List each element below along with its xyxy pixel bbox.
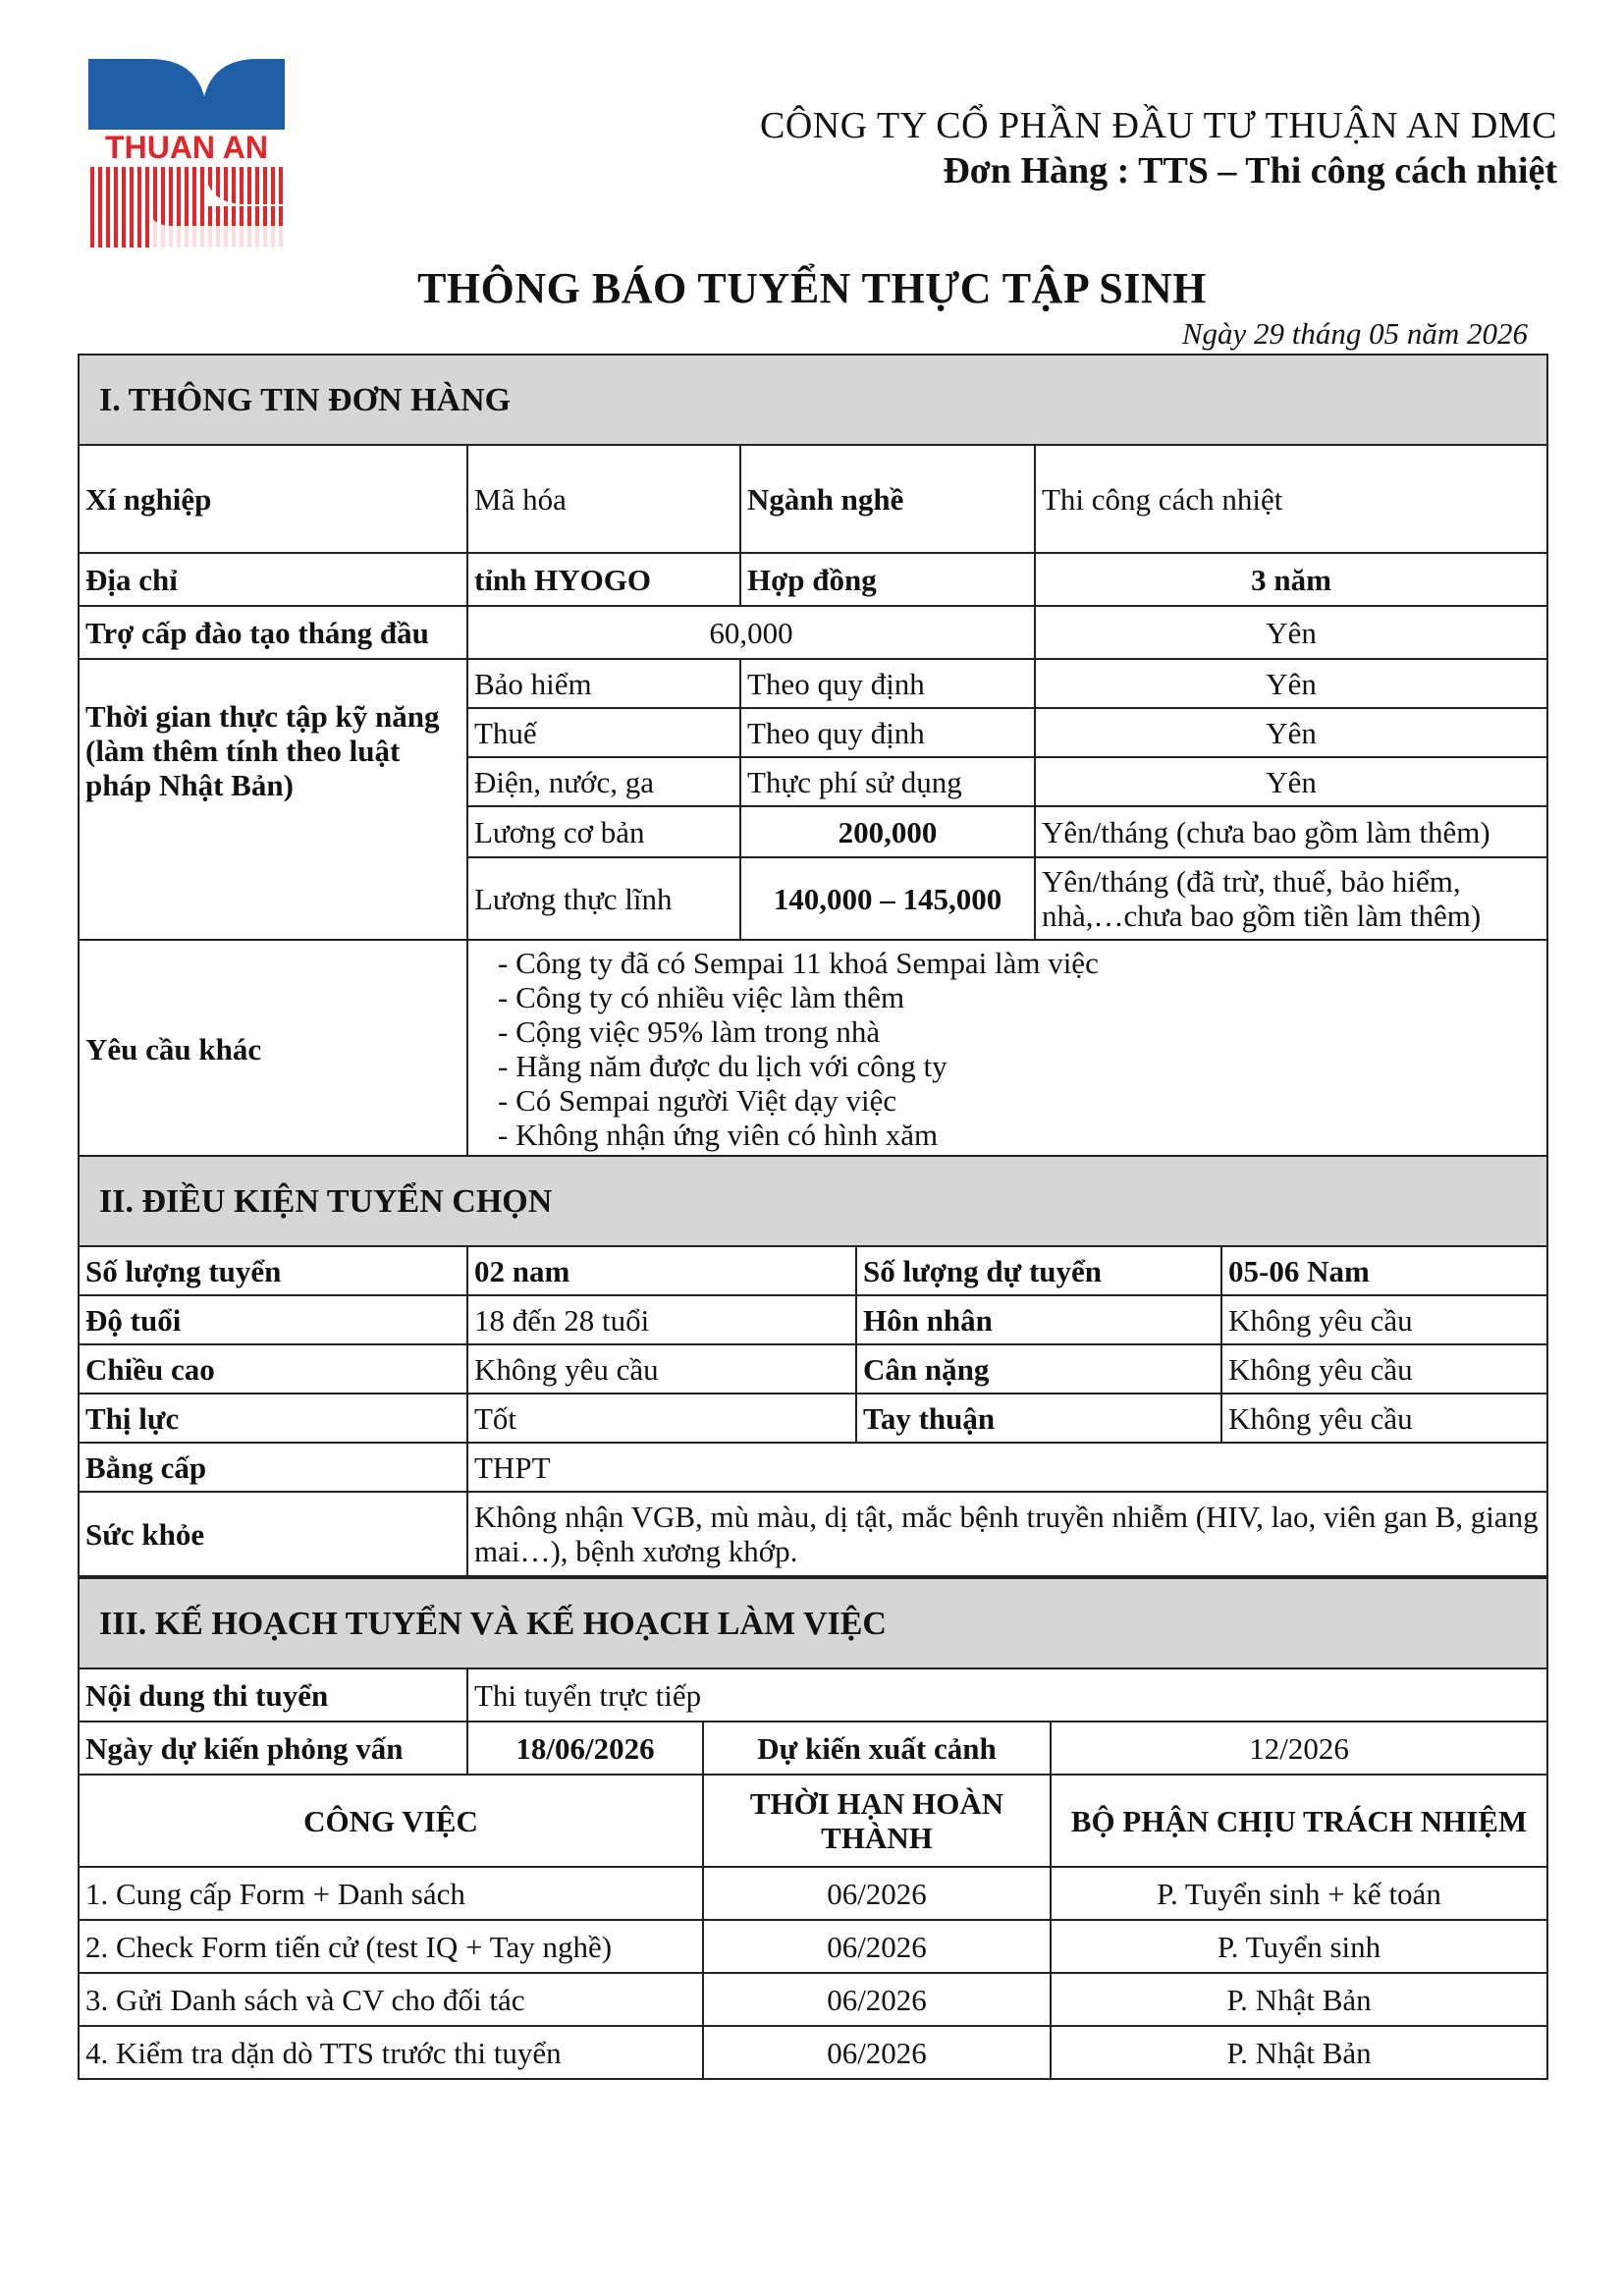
marital-value: Không yêu cầu bbox=[1221, 1295, 1547, 1344]
col-header-deadline: THỜI HẠN HOÀN THÀNH bbox=[703, 1775, 1051, 1867]
height-value: Không yêu cầu bbox=[467, 1344, 856, 1394]
dominant-hand-value: Không yêu cầu bbox=[1221, 1394, 1547, 1443]
list-item: - Hằng năm được du lịch với công ty bbox=[498, 1049, 947, 1083]
departure-label: Dự kiến xuất cảnh bbox=[703, 1722, 1051, 1775]
task-deadline: 06/2026 bbox=[703, 2026, 1051, 2079]
fee-item: Điện, nước, ga bbox=[467, 757, 740, 806]
fee-value: Theo quy định bbox=[740, 659, 1035, 708]
degree-value: THPT bbox=[467, 1443, 1547, 1492]
age-value: 18 đến 28 tuổi bbox=[467, 1295, 856, 1344]
weight-value: Không yêu cầu bbox=[1221, 1344, 1547, 1394]
height-label: Chiều cao bbox=[79, 1344, 467, 1394]
fee-value: 200,000 bbox=[740, 806, 1035, 857]
exam-value: Thi tuyển trực tiếp bbox=[467, 1668, 1547, 1722]
task-name: 3. Gửi Danh sách và CV cho đối tác bbox=[79, 1973, 703, 2026]
task-name: 1. Cung cấp Form + Danh sách bbox=[79, 1867, 703, 1920]
company-logo bbox=[88, 59, 285, 250]
col-header-task: CÔNG VIỆC bbox=[79, 1775, 703, 1867]
company-label: Xí nghiệp bbox=[79, 445, 467, 553]
company-header bbox=[760, 103, 1557, 193]
list-item: - Không nhận ứng viên có hình xăm bbox=[498, 1118, 939, 1152]
task-name: 2. Check Form tiến cử (test IQ + Tay nghề) bbox=[79, 1920, 703, 1973]
quota-value: 02 nam bbox=[467, 1246, 856, 1295]
allowance-unit: Yên bbox=[1035, 606, 1547, 659]
fee-item: Lương cơ bản bbox=[467, 806, 740, 857]
section-1-heading: I. THÔNG TIN ĐƠN HÀNG bbox=[79, 355, 1547, 445]
fee-value: Thực phí sử dụng bbox=[740, 757, 1035, 806]
fee-value: 140,000 – 145,000 bbox=[740, 857, 1035, 940]
order-info-table bbox=[78, 354, 1548, 1159]
task-deadline: 06/2026 bbox=[703, 1920, 1051, 1973]
fee-unit: Yên bbox=[1035, 659, 1547, 708]
fee-unit: Yên bbox=[1035, 757, 1547, 806]
fee-value: Theo quy định bbox=[740, 708, 1035, 757]
other-requirements-label: Yêu cầu khác bbox=[79, 940, 467, 1158]
weight-label: Cân nặng bbox=[856, 1344, 1221, 1394]
order-line: Đơn Hàng : TTS – Thi công cách nhiệt bbox=[943, 150, 1557, 191]
quota-label: Số lượng tuyển bbox=[79, 1246, 467, 1295]
vision-label: Thị lực bbox=[79, 1394, 467, 1443]
list-item: - Có Sempai người Việt dạy việc bbox=[498, 1083, 897, 1118]
period-label: Thời gian thực tập kỹ năng (làm thêm tính theo luật pháp Nhật Bản) bbox=[79, 659, 467, 940]
health-value: Không nhận VGB, mù màu, dị tật, mắc bệnh truyền nhiễm (HIV, lao, viên gan B, giang mai…), bệnh xương khớp. bbox=[467, 1492, 1547, 1576]
address-value: tỉnh HYOGO bbox=[467, 553, 740, 606]
fee-item: Bảo hiểm bbox=[467, 659, 740, 708]
section-2-heading: II. ĐIỀU KIỆN TUYỂN CHỌN bbox=[79, 1156, 1547, 1246]
task-deadline: 06/2026 bbox=[703, 1973, 1051, 2026]
candidates-value: 05-06 Nam bbox=[1221, 1246, 1547, 1295]
allowance-value: 60,000 bbox=[467, 606, 1035, 659]
fee-unit: Yên/tháng (đã trừ, thuế, bảo hiểm, nhà,…chưa bao gồm tiền làm thêm) bbox=[1035, 857, 1547, 940]
task-deadline: 06/2026 bbox=[703, 1867, 1051, 1920]
dominant-hand-label: Tay thuận bbox=[856, 1394, 1221, 1443]
contract-value: 3 năm bbox=[1035, 553, 1547, 606]
list-item: - Công ty đã có Sempai 11 khoá Sempai làm việc bbox=[498, 946, 1099, 980]
logo-text: THUAN AN bbox=[105, 130, 268, 165]
task-dept: P. Tuyển sinh bbox=[1051, 1920, 1547, 1973]
col-header-dept: BỘ PHẬN CHỊU TRÁCH NHIỆM bbox=[1051, 1775, 1547, 1867]
task-dept: P. Tuyển sinh + kế toán bbox=[1051, 1867, 1547, 1920]
list-item: - Công ty có nhiều việc làm thêm bbox=[498, 980, 905, 1014]
vision-value: Tốt bbox=[467, 1394, 856, 1443]
industry-value: Thi công cách nhiệt bbox=[1035, 445, 1547, 553]
task-dept: P. Nhật Bản bbox=[1051, 2026, 1547, 2079]
task-dept: P. Nhật Bản bbox=[1051, 1973, 1547, 2026]
health-label: Sức khỏe bbox=[79, 1492, 467, 1576]
interview-label: Ngày dự kiến phỏng vấn bbox=[79, 1722, 467, 1775]
departure-value: 12/2026 bbox=[1051, 1722, 1547, 1775]
candidates-label: Số lượng dự tuyển bbox=[856, 1246, 1221, 1295]
fee-item: Thuế bbox=[467, 708, 740, 757]
list-item: - Cộng việc 95% làm trong nhà bbox=[498, 1014, 881, 1049]
fee-unit: Yên bbox=[1035, 708, 1547, 757]
company-value: Mã hóa bbox=[467, 445, 740, 553]
allowance-label: Trợ cấp đào tạo tháng đầu bbox=[79, 606, 467, 659]
selection-criteria-table bbox=[78, 1155, 1548, 1577]
industry-label: Ngành nghề bbox=[740, 445, 1035, 553]
interview-date: 18/06/2026 bbox=[467, 1722, 703, 1775]
exam-label: Nội dung thi tuyển bbox=[79, 1668, 467, 1722]
marital-label: Hôn nhân bbox=[856, 1295, 1221, 1344]
document-date: Ngày 29 tháng 05 năm 2026 bbox=[1181, 316, 1528, 351]
contract-label: Hợp đồng bbox=[740, 553, 1035, 606]
fee-item: Lương thực lĩnh bbox=[467, 857, 740, 940]
document-title: THÔNG BÁO TUYỂN THỰC TẬP SINH bbox=[417, 264, 1207, 312]
plan-table bbox=[78, 1577, 1548, 1776]
fee-unit: Yên/tháng (chưa bao gồm làm thêm) bbox=[1035, 806, 1547, 857]
task-table bbox=[78, 1774, 1548, 2080]
company-name: CÔNG TY CỔ PHẦN ĐẦU TƯ THUẬN AN DMC bbox=[760, 105, 1557, 146]
task-name: 4. Kiểm tra dặn dò TTS trước thi tuyển bbox=[79, 2026, 703, 2079]
degree-label: Bằng cấp bbox=[79, 1443, 467, 1492]
other-requirements-list bbox=[467, 940, 1547, 1158]
section-3-heading: III. KẾ HOẠCH TUYỂN VÀ KẾ HOẠCH LÀM VIỆC bbox=[79, 1578, 1547, 1668]
address-label: Địa chỉ bbox=[79, 553, 467, 606]
age-label: Độ tuổi bbox=[79, 1295, 467, 1344]
